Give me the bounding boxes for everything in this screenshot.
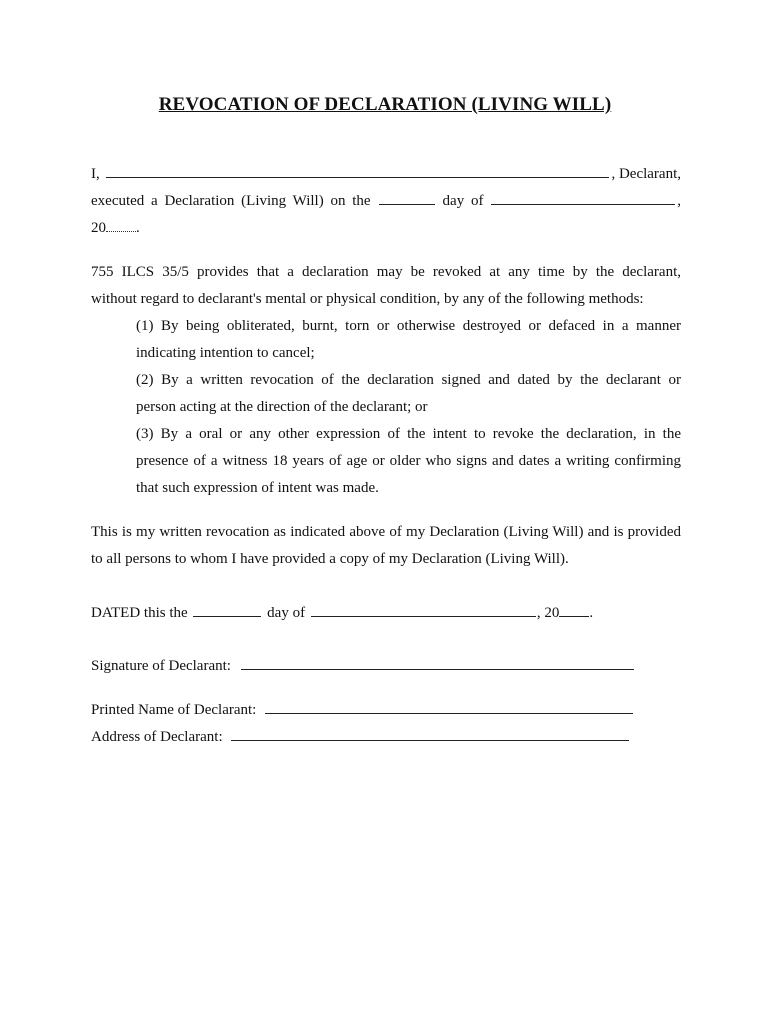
declarant-name-line (91, 164, 681, 182)
method-2-line-2: person acting at the direction of the declarant; or (136, 399, 428, 415)
executed-comma: , (677, 193, 681, 209)
statement-line-1: This is my written revocation as indicated above of my Declaration (Living Will) and is provided (91, 524, 681, 540)
executed-month-blank[interactable] (491, 191, 675, 205)
signature-line (91, 656, 636, 674)
address-label: Address of Declarant: (91, 729, 223, 745)
executed-year-period: . (136, 220, 140, 236)
dated-label: DATED this the (91, 605, 188, 621)
method-3-line-2: presence of a witness 18 years of age or older who signs and dates a writing confirming (136, 453, 681, 469)
method-1-line-2: indicating intention to cancel; (136, 345, 315, 361)
dated-year-prefix: , 20 (536, 605, 560, 621)
executed-date-line (91, 191, 681, 209)
printed-name-label: Printed Name of Declarant: (91, 702, 257, 718)
signature-blank[interactable] (241, 656, 634, 670)
printed-name-blank[interactable] (265, 700, 633, 714)
method-3-line-3: that such expression of intent was made. (136, 480, 379, 496)
address-line (91, 727, 636, 745)
dated-day-blank[interactable] (193, 603, 261, 617)
method-3-line-1: (3) By a oral or any other expression of the intent to revoke the declaration, in the (136, 426, 681, 442)
declarant-label: , Declarant, (611, 166, 681, 182)
signature-label: Signature of Declarant: (91, 658, 231, 674)
statute-line-1: 755 ILCS 35/5 provides that a declaration may be revoked at any time by the declarant, (91, 264, 681, 280)
dated-line (91, 603, 681, 621)
intro-i-label: I, (91, 166, 100, 182)
method-2-line-1: (2) By a written revocation of the declaration signed and dated by the declarant or (136, 372, 681, 388)
statement-line-2: to all persons to whom I have provided a copy of my Declaration (Living Will). (91, 551, 569, 567)
executed-day-of-text: day of (442, 193, 484, 209)
declarant-name-blank[interactable] (106, 164, 610, 178)
method-1-line-1: (1) By being obliterated, burnt, torn or otherwise destroyed or defaced in a manner (136, 318, 681, 334)
dated-year-blank[interactable] (559, 603, 589, 617)
printed-name-line (91, 700, 636, 718)
dated-period: . (589, 605, 594, 621)
executed-year-prefix: 20 (91, 220, 106, 236)
executed-text: executed a Declaration (Living Will) on the (91, 193, 371, 209)
statute-line-2: without regard to declarant's mental or physical condition, by any of the following methods: (91, 291, 644, 307)
address-blank[interactable] (231, 727, 629, 741)
executed-year-line (91, 218, 681, 236)
document-title: REVOCATION OF DECLARATION (LIVING WILL) (158, 94, 612, 115)
executed-day-blank[interactable] (379, 191, 435, 205)
dated-month-blank[interactable] (311, 603, 536, 617)
executed-year-blank[interactable] (106, 218, 136, 232)
dated-day-of-label: day of (267, 605, 306, 621)
